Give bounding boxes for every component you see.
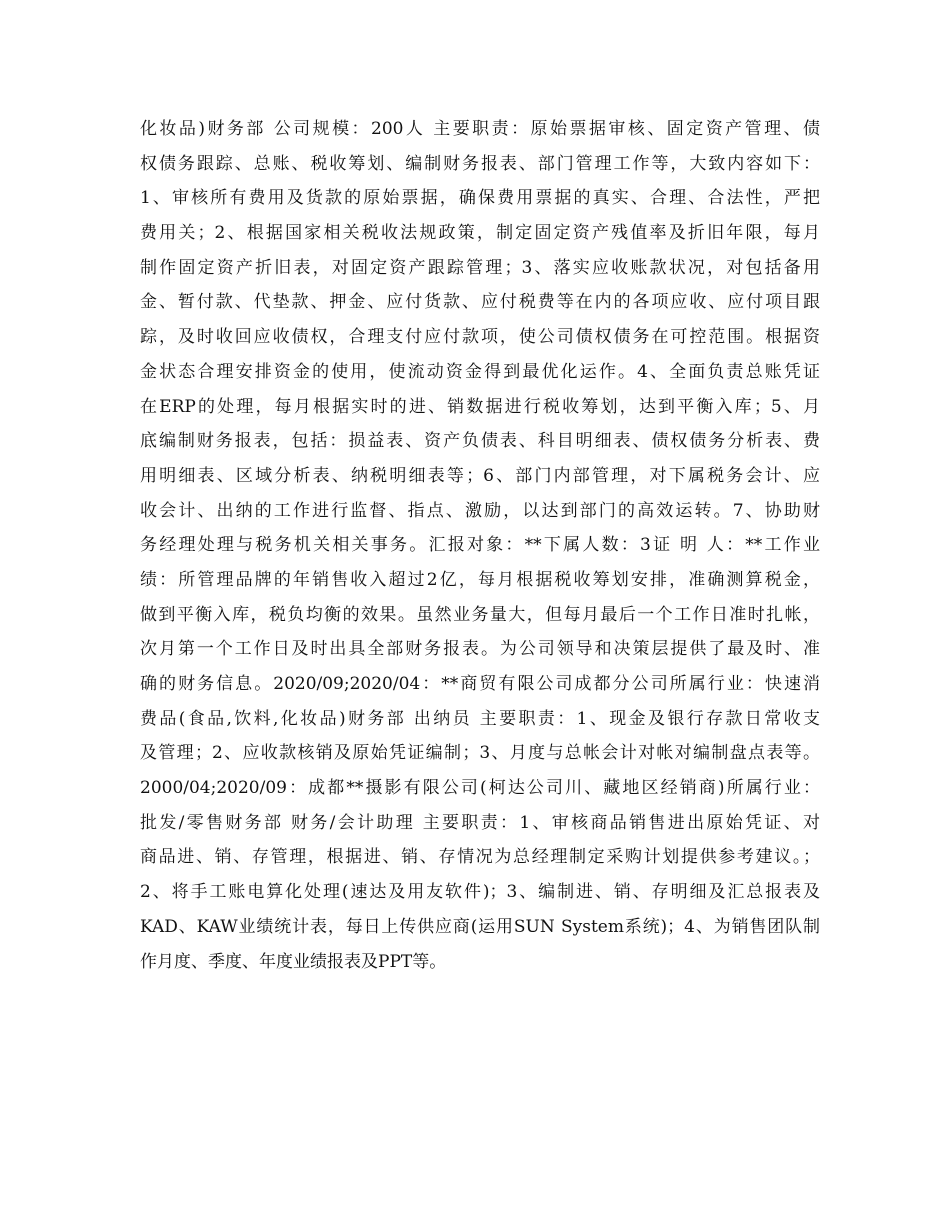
text-line: 金状态合理安排资金的使用，使流动资金得到最优化运作。4、全面负责总账凭证 — [140, 361, 820, 382]
text-line: 绩：所管理品牌的年销售收入超过2亿，每月根据税收筹划安排，准确测算税金， — [140, 569, 820, 590]
text-line: 制作固定资产折旧表，对固定资产跟踪管理；3、落实应收账款状况，对包括备用 — [140, 257, 820, 278]
text-line: 1、审核所有费用及货款的原始票据，确保费用票据的真实、合理、合法性，严把 — [140, 188, 820, 209]
text-line: 商品进、销、存管理，根据进、销、存情况为总经理制定采购计划提供参考建议。； — [140, 847, 820, 868]
text-line: 作月度、季度、年度业绩报表及PPT等。 — [140, 951, 447, 972]
text-line: 踪，及时收回应收债权，合理支付应付款项，使公司债权债务在可控范围。根据资 — [140, 327, 820, 348]
document-body-text — [140, 112, 820, 979]
text-line: 做到平衡入库，税负均衡的效果。虽然业务量大，但每月最后一个工作日准时扎帐， — [140, 604, 820, 625]
text-line: 化妆品)财务部 公司规模：200人 主要职责：原始票据审核、固定资产管理、债 — [140, 119, 820, 139]
text-line: 2000/04;2020/09：成都**摄影有限公司(柯达公司川、藏地区经销商)所属行业： — [140, 778, 820, 799]
text-line: 确的财务信息。2020/09;2020/04：**商贸有限公司成都分公司所属行业：快速消 — [140, 674, 820, 694]
text-line: 及管理；2、应收款核销及原始凭证编制；3、月度与总帐会计对帐对编制盘点表等。 — [140, 743, 820, 764]
text-line: KAD、KAW业绩统计表，每日上传供应商(运用SUN System系统)；4、为销售团队制 — [140, 916, 820, 937]
text-line: 费品(食品,饮料,化妆品)财务部 出纳员 主要职责：1、现金及银行存款日常收支 — [140, 708, 820, 729]
text-line: 权债务跟踪、总账、税收筹划、编制财务报表、部门管理工作等，大致内容如下： — [140, 153, 820, 174]
text-line: 底编制财务报表，包括：损益表、资产负债表、科目明细表、债权债务分析表、费 — [140, 431, 820, 452]
text-line: 务经理处理与税务机关相关事务。汇报对象：**下属人数：3证 明 人：**工作业 — [140, 535, 820, 556]
text-line: 收会计、出纳的工作进行监督、指点、激励，以达到部门的高效运转。7、协助财 — [140, 500, 820, 521]
text-line: 金、暂付款、代垫款、押金、应付货款、应付税费等在内的各项应收、应付项目跟 — [140, 292, 820, 313]
text-line: 批发/零售财务部 财务/会计助理 主要职责：1、审核商品销售进出原始凭证、对 — [140, 812, 820, 833]
text-line: 费用关；2、根据国家相关税收法规政策，制定固定资产残值率及折旧年限，每月 — [140, 223, 820, 244]
text-line: 2、将手工账电算化处理(速达及用友软件)；3、编制进、销、存明细及汇总报表及 — [140, 882, 820, 903]
text-line: 次月第一个工作日及时出具全部财务报表。为公司领导和决策层提供了最及时、准 — [140, 639, 820, 660]
text-line: 在ERP的处理，每月根据实时的进、销数据进行税收筹划，达到平衡入库；5、月 — [140, 396, 820, 417]
text-line: 用明细表、区域分析表、纳税明细表等；6、部门内部管理，对下属税务会计、应 — [140, 465, 820, 486]
